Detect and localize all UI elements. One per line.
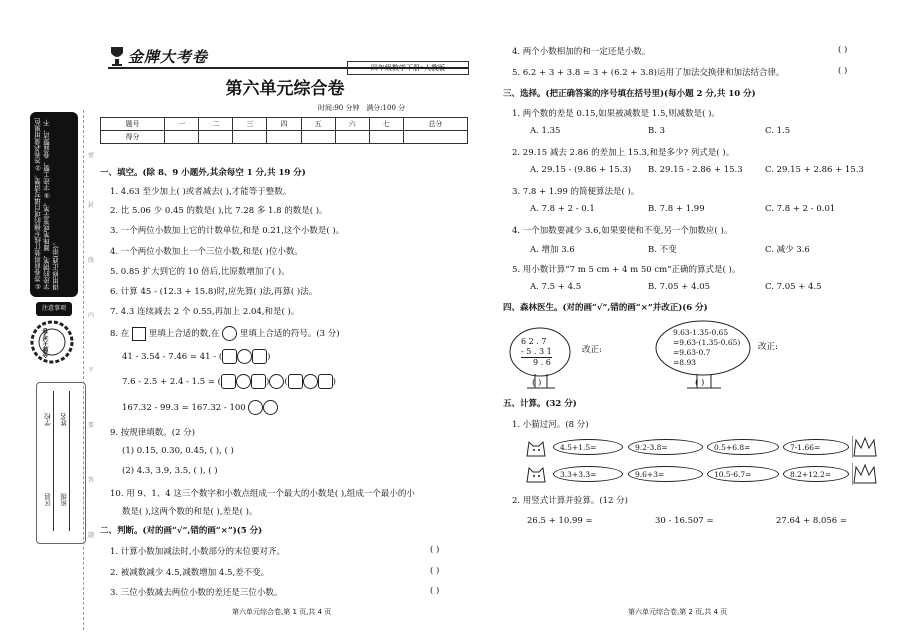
tree-problem-1 <box>507 324 577 390</box>
question-text: 7. 4.3 连续减去 2 个 0.55,再加上 2.04,和是( )。 <box>110 307 300 317</box>
question-text: 2. 比 5.06 少 0.45 的数是( ),比 7.28 多 1.8 的数是( )。 <box>110 206 328 216</box>
table-cell[interactable] <box>335 131 369 144</box>
brand-badge <box>28 318 76 366</box>
table-cell[interactable] <box>199 131 233 144</box>
choice-question: 1. 两个数的差是 0.15,如果被减数是 1.5,则减数是( )。 <box>512 109 720 119</box>
table-cell[interactable] <box>403 131 467 144</box>
gear-badge-icon <box>28 318 76 366</box>
stepping-stone[interactable]: 4.5+1.5= <box>553 439 623 455</box>
answer-paren[interactable]: ( ) <box>532 378 542 388</box>
choice-option[interactable]: C. 1.5 <box>765 126 791 136</box>
q8-part: 里填上合适的符号。(3 分) <box>239 329 340 339</box>
tree-calc-line: 9 . 6 <box>533 358 551 367</box>
seal-char: 不 <box>88 367 95 374</box>
choice-option[interactable]: C. 7.8 + 2 - 0.01 <box>765 204 836 214</box>
question-text: 3. 一个两位小数加上它的计数单位,和是 0.21,这个小数是( )。 <box>110 226 345 236</box>
answer-box[interactable] <box>318 374 333 389</box>
seal-char: 线 <box>88 257 95 264</box>
section-calc-title: 五、计算。(32 分) <box>503 399 577 409</box>
choice-option[interactable]: B. 29.15 - 2.86 + 15.3 <box>648 165 743 175</box>
student-info-box <box>36 382 86 544</box>
table-row <box>101 118 468 131</box>
section-doctor-title: 四、森林医生。(对的画“√”,错的画“×”并改正)(6 分) <box>503 303 708 313</box>
circle-box <box>222 326 237 341</box>
answer-paren[interactable]: ( ) <box>695 378 705 388</box>
table-cell[interactable] <box>165 131 199 144</box>
logo-text: 金牌大考卷 <box>128 48 209 66</box>
answer-paren[interactable]: ( ) <box>838 66 848 76</box>
label-district: 区县 <box>44 493 52 506</box>
table-cell: 五 <box>301 118 335 131</box>
question-text: 数是( ),这两个数的和是( ),差是( )。 <box>122 507 258 517</box>
table-cell: 四 <box>267 118 301 131</box>
correct-label: 改正: <box>582 345 602 355</box>
seal-line <box>83 110 84 630</box>
stepping-stone[interactable]: 0.5+6.8= <box>707 439 779 455</box>
choice-question: 5. 用小数计算“7 m 5 cm + 4 m 50 cm”正确的算式是( )。 <box>512 265 741 275</box>
tree-calc-line: 9.63-1.35-0.65 <box>673 328 729 337</box>
vertical-calc: 26.5 + 10.99 = <box>527 516 593 526</box>
answer-box[interactable] <box>222 349 237 364</box>
stepping-stone[interactable]: 8.2+12.2= <box>783 466 849 482</box>
question-text: (2) 4.3, 3.9, 3.5, ( ), ( ) <box>122 466 218 476</box>
choice-option[interactable]: C. 减少 3.6 <box>765 245 810 255</box>
stepping-stone[interactable]: 9.2-3.8= <box>628 439 703 455</box>
question-text: 5. 0.85 扩大到它的 10 倍后,比原数增加了( )。 <box>110 267 290 277</box>
stepping-stone[interactable]: 7-1.66= <box>783 439 849 455</box>
answer-circle[interactable] <box>248 400 263 415</box>
equation-line: 41 - 3.54 - 7.46 = 41 - ( ) <box>122 349 271 364</box>
answer-box[interactable] <box>288 374 303 389</box>
answer-circle[interactable] <box>269 374 284 389</box>
answer-paren[interactable]: ( ) <box>430 566 440 576</box>
table-cell[interactable] <box>267 131 301 144</box>
choice-option[interactable]: A. 7.8 + 2 - 0.1 <box>530 204 595 214</box>
exam-score: 满分:100 分 <box>366 104 406 112</box>
page-footer: 第六单元综合卷,第 1 页,共 4 页 <box>232 608 332 616</box>
seal-char: 封 <box>88 202 95 209</box>
table-row <box>101 131 468 144</box>
stepping-stone[interactable]: 10.5-6.7= <box>707 466 779 482</box>
table-cell: 总分 <box>403 118 467 131</box>
vertical-calc: 27.64 + 8.056 = <box>776 516 848 526</box>
answer-box[interactable] <box>252 349 267 364</box>
cat-icon <box>524 462 548 484</box>
question-text: 10. 用 9、1、4 这三个数字和小数点组成一个最大的小数是( ),组成一个最小的小 <box>110 489 415 499</box>
correct-label: 改正: <box>758 342 778 352</box>
tree-calc-line: =9.63-(1.35-0.65) <box>673 338 741 347</box>
table-cell: 六 <box>335 118 369 131</box>
question-text: 9. 按规律填数。(2 分) <box>110 428 196 438</box>
tree-calc-line: =9.63-0.7 <box>673 348 711 357</box>
exam-info <box>318 103 405 113</box>
equation-text: 7.6 - 2.5 + 2.4 - 1.5 = <box>122 377 215 387</box>
choice-option[interactable]: A. 7.5 + 4.5 <box>530 282 582 292</box>
edition-label: 四年级数学下册•人教版 <box>347 61 469 75</box>
choice-question: 3. 7.8 + 1.99 的简便算法是( )。 <box>512 187 640 197</box>
judge-item: 2. 被减数减少 4.5,减数增加 4.5,差不变。 <box>110 568 270 578</box>
answer-box[interactable] <box>221 374 236 389</box>
brand-logo <box>108 45 248 67</box>
table-cell[interactable] <box>301 131 335 144</box>
q8-part: 里填上合适的数,在 <box>148 329 220 339</box>
judge-item: 4. 两个小数相加的和一定还是小数。 <box>512 47 651 57</box>
equation-line: 7.6 - 2.5 + 2.4 - 1.5 = ( ) ( ) <box>122 374 336 389</box>
section-judge-title: 二、判断。(对的画“√”,错的画“×”)(5 分) <box>100 526 263 536</box>
table-cell: 三 <box>233 118 267 131</box>
notice-tag: 注意事项 <box>36 302 72 316</box>
choice-question: 2. 29.15 减去 2.86 的差加上 15.3,和是多少? 列式是( )。 <box>512 148 735 158</box>
seal-char: 答 <box>88 477 95 484</box>
question-text: 6. 计算 45 - (12.3 + 15.8)时,应先算( )法,再算( )法。 <box>110 287 318 297</box>
tree-calc-line: - 5 . 3 1 <box>521 347 552 356</box>
choice-option[interactable]: A. 1.35 <box>530 126 561 136</box>
label-name: 姓名 <box>60 413 68 426</box>
choice-option[interactable]: A. 增加 3.6 <box>530 245 575 255</box>
answer-paren[interactable]: ( ) <box>838 45 848 55</box>
choice-option[interactable]: A. 29.15 - (9.86 + 15.3) <box>530 165 632 175</box>
judge-item: 3. 三位小数减去两位小数的差还是三位小数。 <box>110 588 283 598</box>
answer-circle[interactable] <box>303 374 318 389</box>
tree-calc-line: =8.93 <box>673 358 696 367</box>
answer-circle[interactable] <box>263 400 278 415</box>
answer-box[interactable] <box>251 374 266 389</box>
score-table <box>100 117 468 144</box>
question-text: 1. 4.63 至少加上( )或者减去( ),才能等于整数。 <box>110 187 292 197</box>
choice-option[interactable]: B. 7.05 + 4.05 <box>648 282 711 292</box>
choice-option[interactable]: B. 3 <box>648 126 666 136</box>
choice-option[interactable]: C. 7.05 + 4.5 <box>765 282 822 292</box>
square-box <box>132 327 146 341</box>
page-title: 第六单元综合卷 <box>225 79 345 99</box>
label-school: 学校 <box>44 413 52 426</box>
choice-question: 4. 一个加数要减少 3.6,如果要使和不变,另一个加数应( )。 <box>512 226 733 236</box>
question-text <box>110 326 340 341</box>
choice-option[interactable]: B. 7.8 + 1.99 <box>648 204 705 214</box>
tree-calc-line: 6 2 . 7 <box>521 337 547 346</box>
badge-text: 金牌大考卷 <box>43 328 50 358</box>
trophy-icon <box>108 45 126 67</box>
judge-item: 5. 6.2 + 3 + 3.8 = 3 + (6.2 + 3.8)运用了加法交换律和加法结合律。 <box>512 68 785 78</box>
table-cell: 一 <box>165 118 199 131</box>
table-cell: 题号 <box>101 118 165 131</box>
section-choice-title: 三、选择。(把正确答案的序号填在括号里)(每小题 2 分,共 10 分) <box>503 89 756 99</box>
table-cell[interactable] <box>233 131 267 144</box>
tree-problem-2 <box>655 320 755 390</box>
binding-sidebar <box>0 0 95 637</box>
answer-circle[interactable] <box>237 349 252 364</box>
q8-part: 8. 在 <box>110 329 130 339</box>
choice-option[interactable]: B. 不变 <box>648 245 677 255</box>
page-footer: 第六单元综合卷,第 2 页,共 4 页 <box>628 608 728 616</box>
crown-icon <box>852 434 878 460</box>
cat-icon <box>524 436 548 458</box>
stepping-stone[interactable]: 9.6+3= <box>628 466 703 482</box>
equation-line <box>122 400 278 415</box>
table-cell: 得分 <box>101 131 165 144</box>
calc-question: 2. 用竖式计算并验算。(12 分) <box>512 496 628 506</box>
seal-char: 密 <box>88 152 95 159</box>
question-text: (1) 0.15, 0.30, 0.45, ( ), ( ) <box>122 446 234 456</box>
crown-icon <box>852 461 878 487</box>
table-cell: 二 <box>199 118 233 131</box>
seal-char: 内 <box>88 312 95 319</box>
notice-text: ①答卷前将装订线左侧的项目填写清楚。②答卷必须用黑色字迹的钢笔、圆珠笔或签字笔。③字迹工整，卷面整洁，不得用修正液(带)。 <box>34 118 60 290</box>
seal-char: 要 <box>88 422 95 429</box>
equation-text: 41 - 3.54 - 7.46 = 41 - <box>122 352 217 362</box>
question-text: 4. 一个两位小数加上一个三位小数,和是( )位小数。 <box>110 247 303 257</box>
table-cell: 七 <box>369 118 403 131</box>
notice-box <box>30 112 78 297</box>
table-cell[interactable] <box>369 131 403 144</box>
label-class: 班级 <box>60 493 68 506</box>
section-fill-title: 一、填空。(除 8、9 小题外,其余每空 1 分,共 19 分) <box>100 168 306 178</box>
vertical-calc: 30 - 16.507 = <box>655 516 714 526</box>
calc-question: 1. 小猫过河。(8 分) <box>512 420 589 430</box>
stepping-stone[interactable]: 3.3+3.3= <box>553 466 623 482</box>
answer-paren[interactable]: ( ) <box>430 545 440 555</box>
answer-circle[interactable] <box>236 374 251 389</box>
equation-text: 167.32 - 99.3 = 167.32 - 100 <box>122 403 246 413</box>
answer-paren[interactable]: ( ) <box>430 586 440 596</box>
exam-time: 时间:90 分钟 <box>318 104 360 112</box>
seal-char: 题 <box>88 532 95 539</box>
judge-item: 1. 计算小数加减法时,小数部分的末位要对齐。 <box>110 547 286 557</box>
choice-option[interactable]: C. 29.15 + 2.86 + 15.3 <box>765 165 864 175</box>
